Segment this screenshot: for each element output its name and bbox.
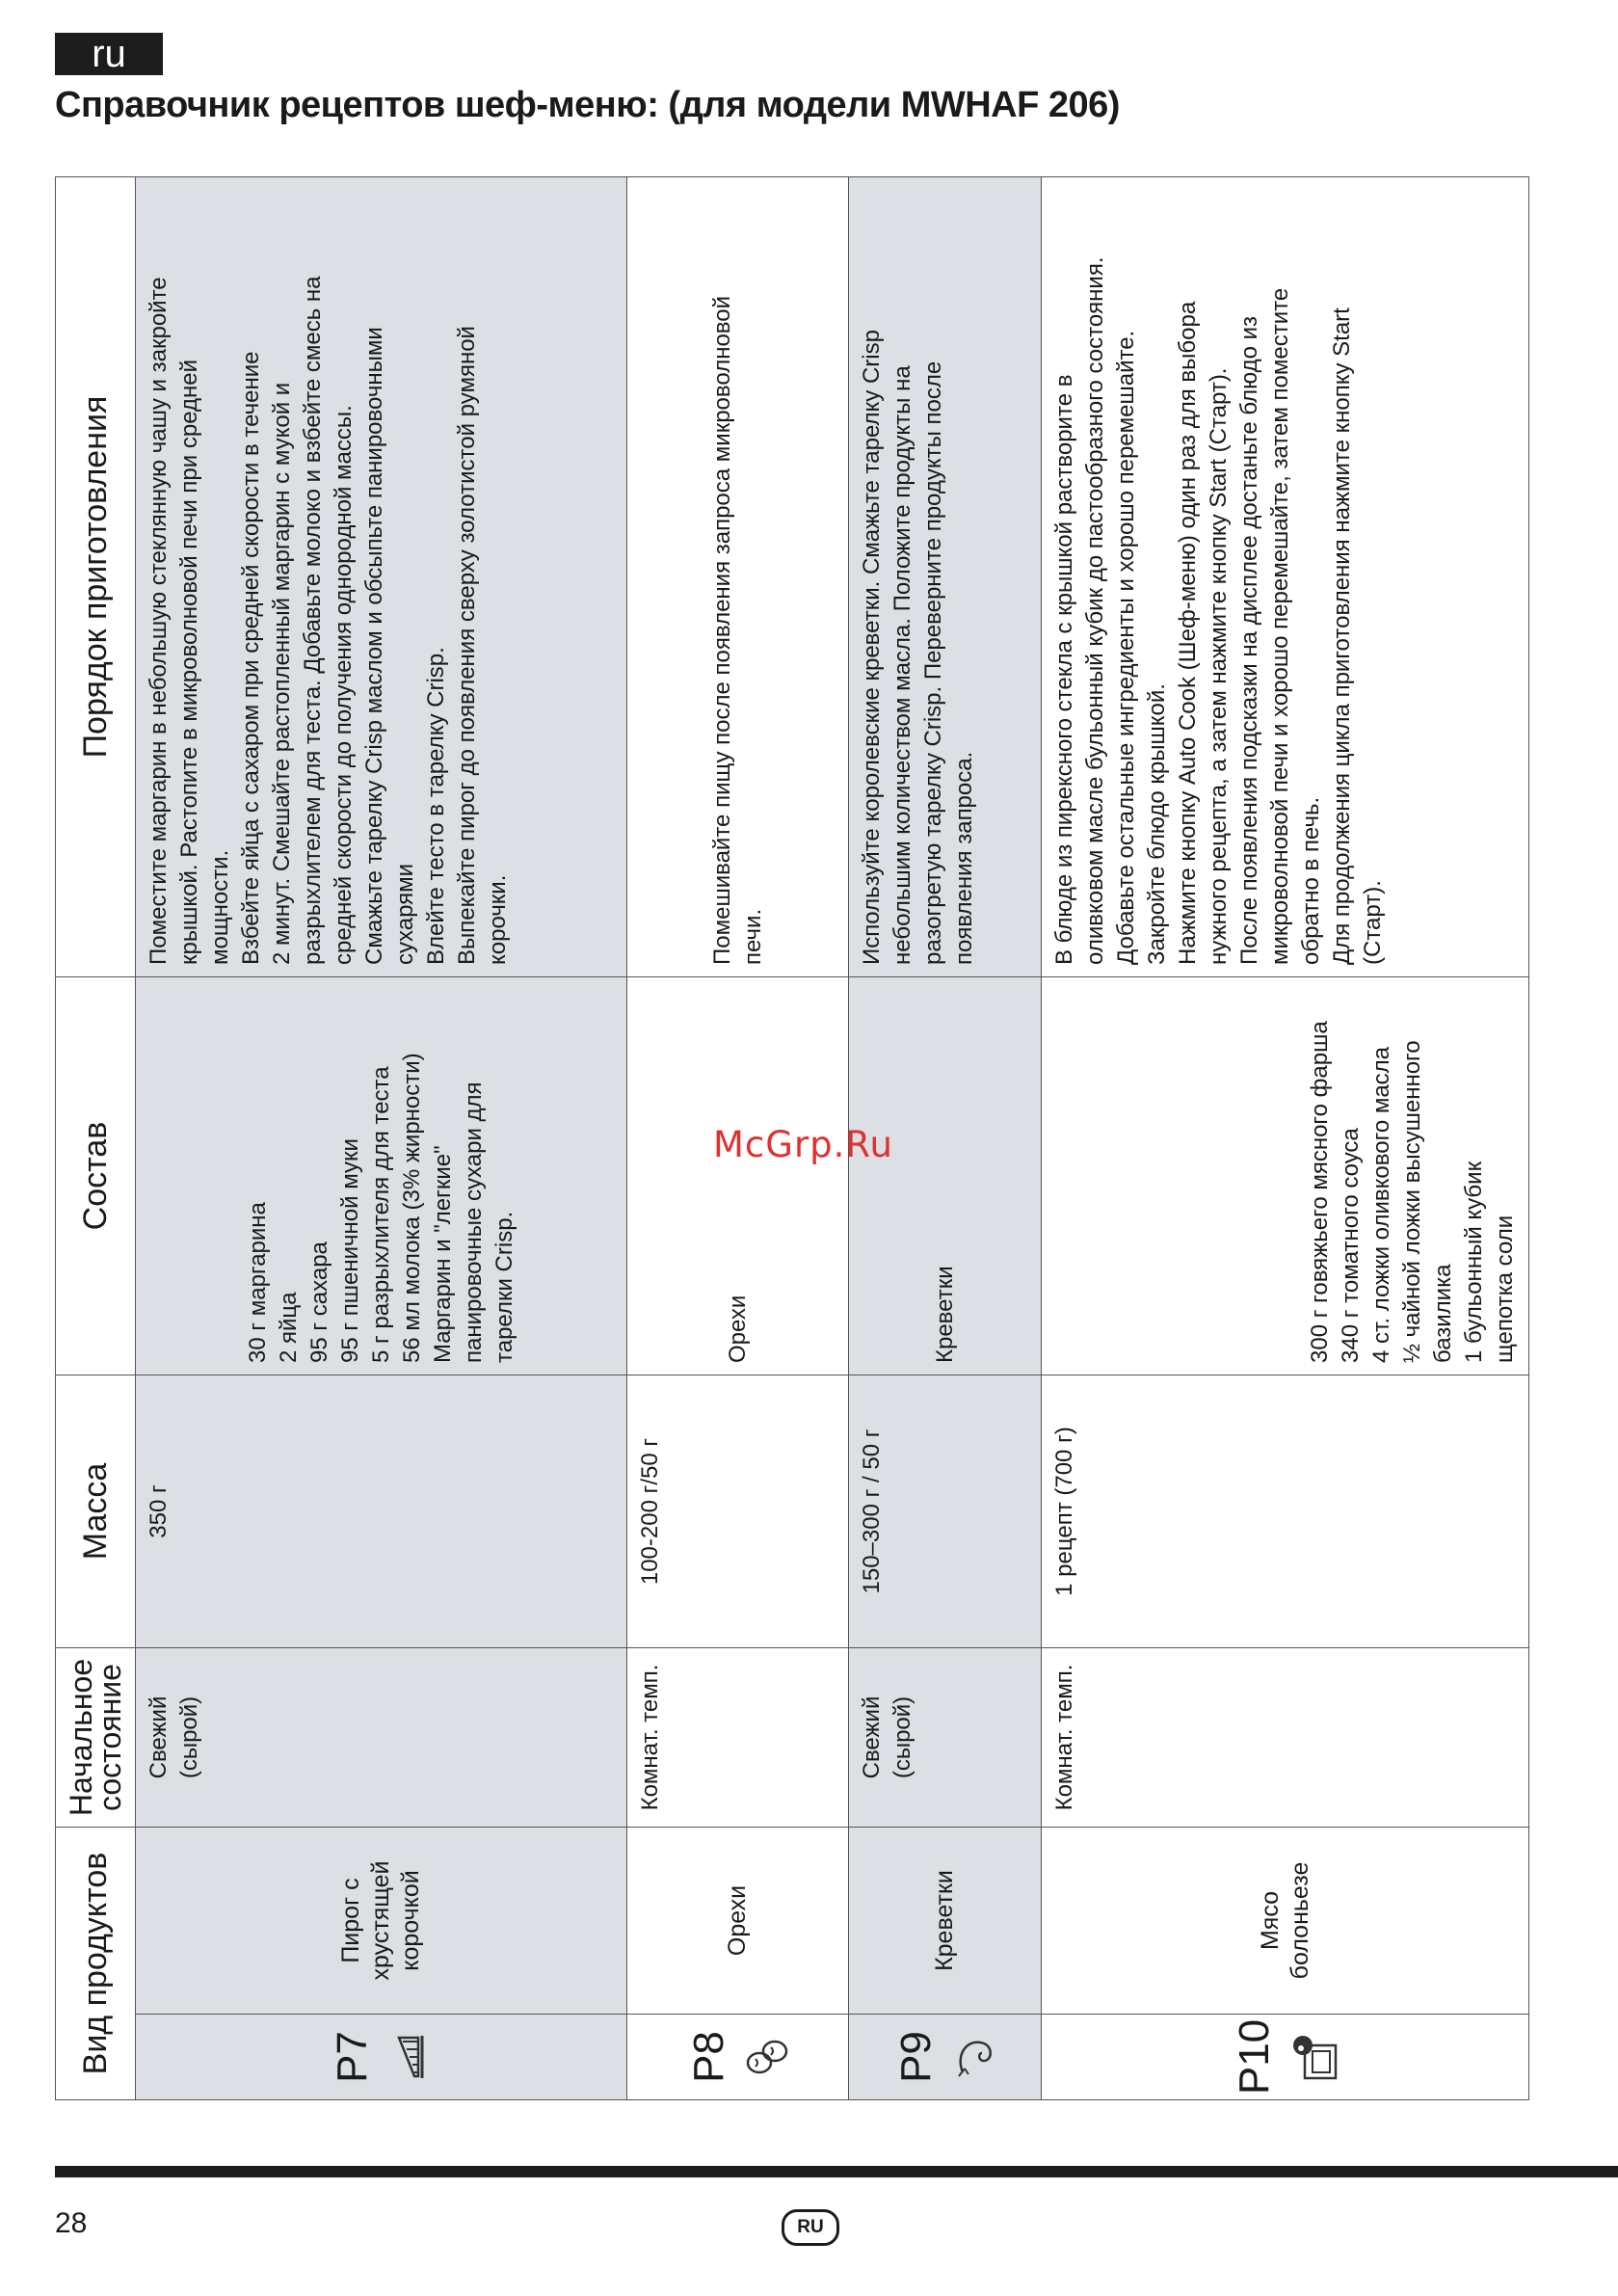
language-tab: ru: [55, 33, 163, 75]
ingredients-cell: 30 г маргарина 2 яйца 95 г сахара 95 г пшеничной муки 5 г разрыхлителя для теста 56 мл молока (3% жирности) Маргарин и "легкие" панировочные сухари для тарелки Crisp.: [136, 977, 627, 1375]
product-name: Пирог с хрустящей корочкой: [337, 1860, 424, 1981]
product-name: Креветки: [931, 1870, 958, 1971]
page-title: Справочник рецептов шеф-меню: (для модели MWHAF 206): [55, 85, 1120, 125]
mass-cell: 1 рецепт (700 г): [1042, 1375, 1529, 1648]
state-cell: Свежий (сырой): [849, 1648, 1042, 1828]
header-row: [56, 177, 136, 2100]
product-cell: [627, 1828, 849, 2100]
pot-meat-icon: [1287, 2030, 1346, 2084]
program-code: P10: [1231, 2018, 1278, 2096]
product-cell: [849, 1828, 1042, 2100]
header-mass: Масса: [56, 1375, 136, 1648]
mass-cell: 350 г: [136, 1375, 627, 1648]
header-state: Начальное состояние: [56, 1648, 136, 1828]
header-product: Вид продуктов: [56, 1828, 136, 2100]
mass-cell: 150–300 г / 50 г: [849, 1375, 1042, 1648]
program-code: P7: [329, 2031, 376, 2083]
product-cell: [136, 1828, 627, 2100]
program-code: P9: [892, 2031, 940, 2083]
nuts-icon: [742, 2032, 797, 2082]
shrimp-icon: [949, 2032, 1004, 2082]
product-cell: [1042, 1828, 1529, 2100]
state-cell: Свежий (сырой): [136, 1648, 627, 1828]
state-cell: Комнат. темп.: [627, 1648, 849, 1828]
program-code: P8: [685, 2031, 732, 2083]
header-procedure: Порядок приготовления: [56, 177, 136, 977]
procedure-cell: Поместите маргарин в небольшую стеклянную чашу и закройте крышкой. Растопите в микроволновой печи при средней мощности. Взбейте яйца с сахаром при средней скорости в течение 2 минут. Смешайте растопленный маргарин с мукой и разрыхлителем для теста. Добавьте молоко и взбейте смесь на средней скорости до получения однородной массы. Смажьте тарелку Crisp маслом и обсыпьте панировочными сухарями Влейте тесто в тарелку Crisp. Выпекайте пирог до появления сверху золотистой румяной корочки.: [136, 177, 627, 977]
watermark: McGrp.Ru: [713, 1124, 893, 1165]
crisp-pie-icon: [385, 2032, 440, 2082]
ingredients-cell: Креветки: [849, 977, 1042, 1375]
procedure-cell: Используйте королевские креветки. Смажьте тарелку Crisp небольшим количеством масла. Положите продукты на разогретую тарелку Crisp. Переверните продукты после появления запроса.: [849, 177, 1042, 977]
mass-cell: 100-200 г/50 г: [627, 1375, 849, 1648]
table-row: [1042, 177, 1529, 2100]
procedure-cell: В блюде из пирексного стекла с крышкой растворите в оливковом масле бульонный кубик до пастообразного состояния. Добавьте остальные ингредиенты и хорошо перемешайте. Закройте блюдо крышкой. Нажмите кнопку Auto Cook (Шеф-меню) один раз для выбора нужного рецепта, а затем нажмите кнопку Start (Старт). После появления подсказки на дисплее достаньте блюдо из микроволновой печи и хорошо перемешайте, затем поместите обратно в печь. Для продолжения цикла приготовления нажмите кнопку Start (Старт).: [1042, 177, 1529, 977]
product-name: Орехи: [724, 1884, 751, 1957]
product-name: Мясо болоньезе: [1256, 1861, 1313, 1980]
language-badge: RU: [782, 2209, 839, 2246]
header-ingredients: Состав: [56, 977, 136, 1375]
table-row: [136, 177, 627, 2100]
state-cell: Комнат. темп.: [1042, 1648, 1529, 1828]
procedure-cell: Помешивайте пищу после появления запроса микроволновой печи.: [627, 177, 849, 977]
ingredients-cell: 300 г говяжьего мясного фарша 340 г томатного соуса 4 ст. ложки оливкового масла ½ чайной ложки высушенного базилика 1 бульонный кубик щепотка соли: [1042, 977, 1529, 1375]
footer-bar: [55, 2166, 1618, 2177]
ingredients-cell: Орехи: [627, 977, 849, 1375]
page-number: 28: [55, 2207, 88, 2239]
